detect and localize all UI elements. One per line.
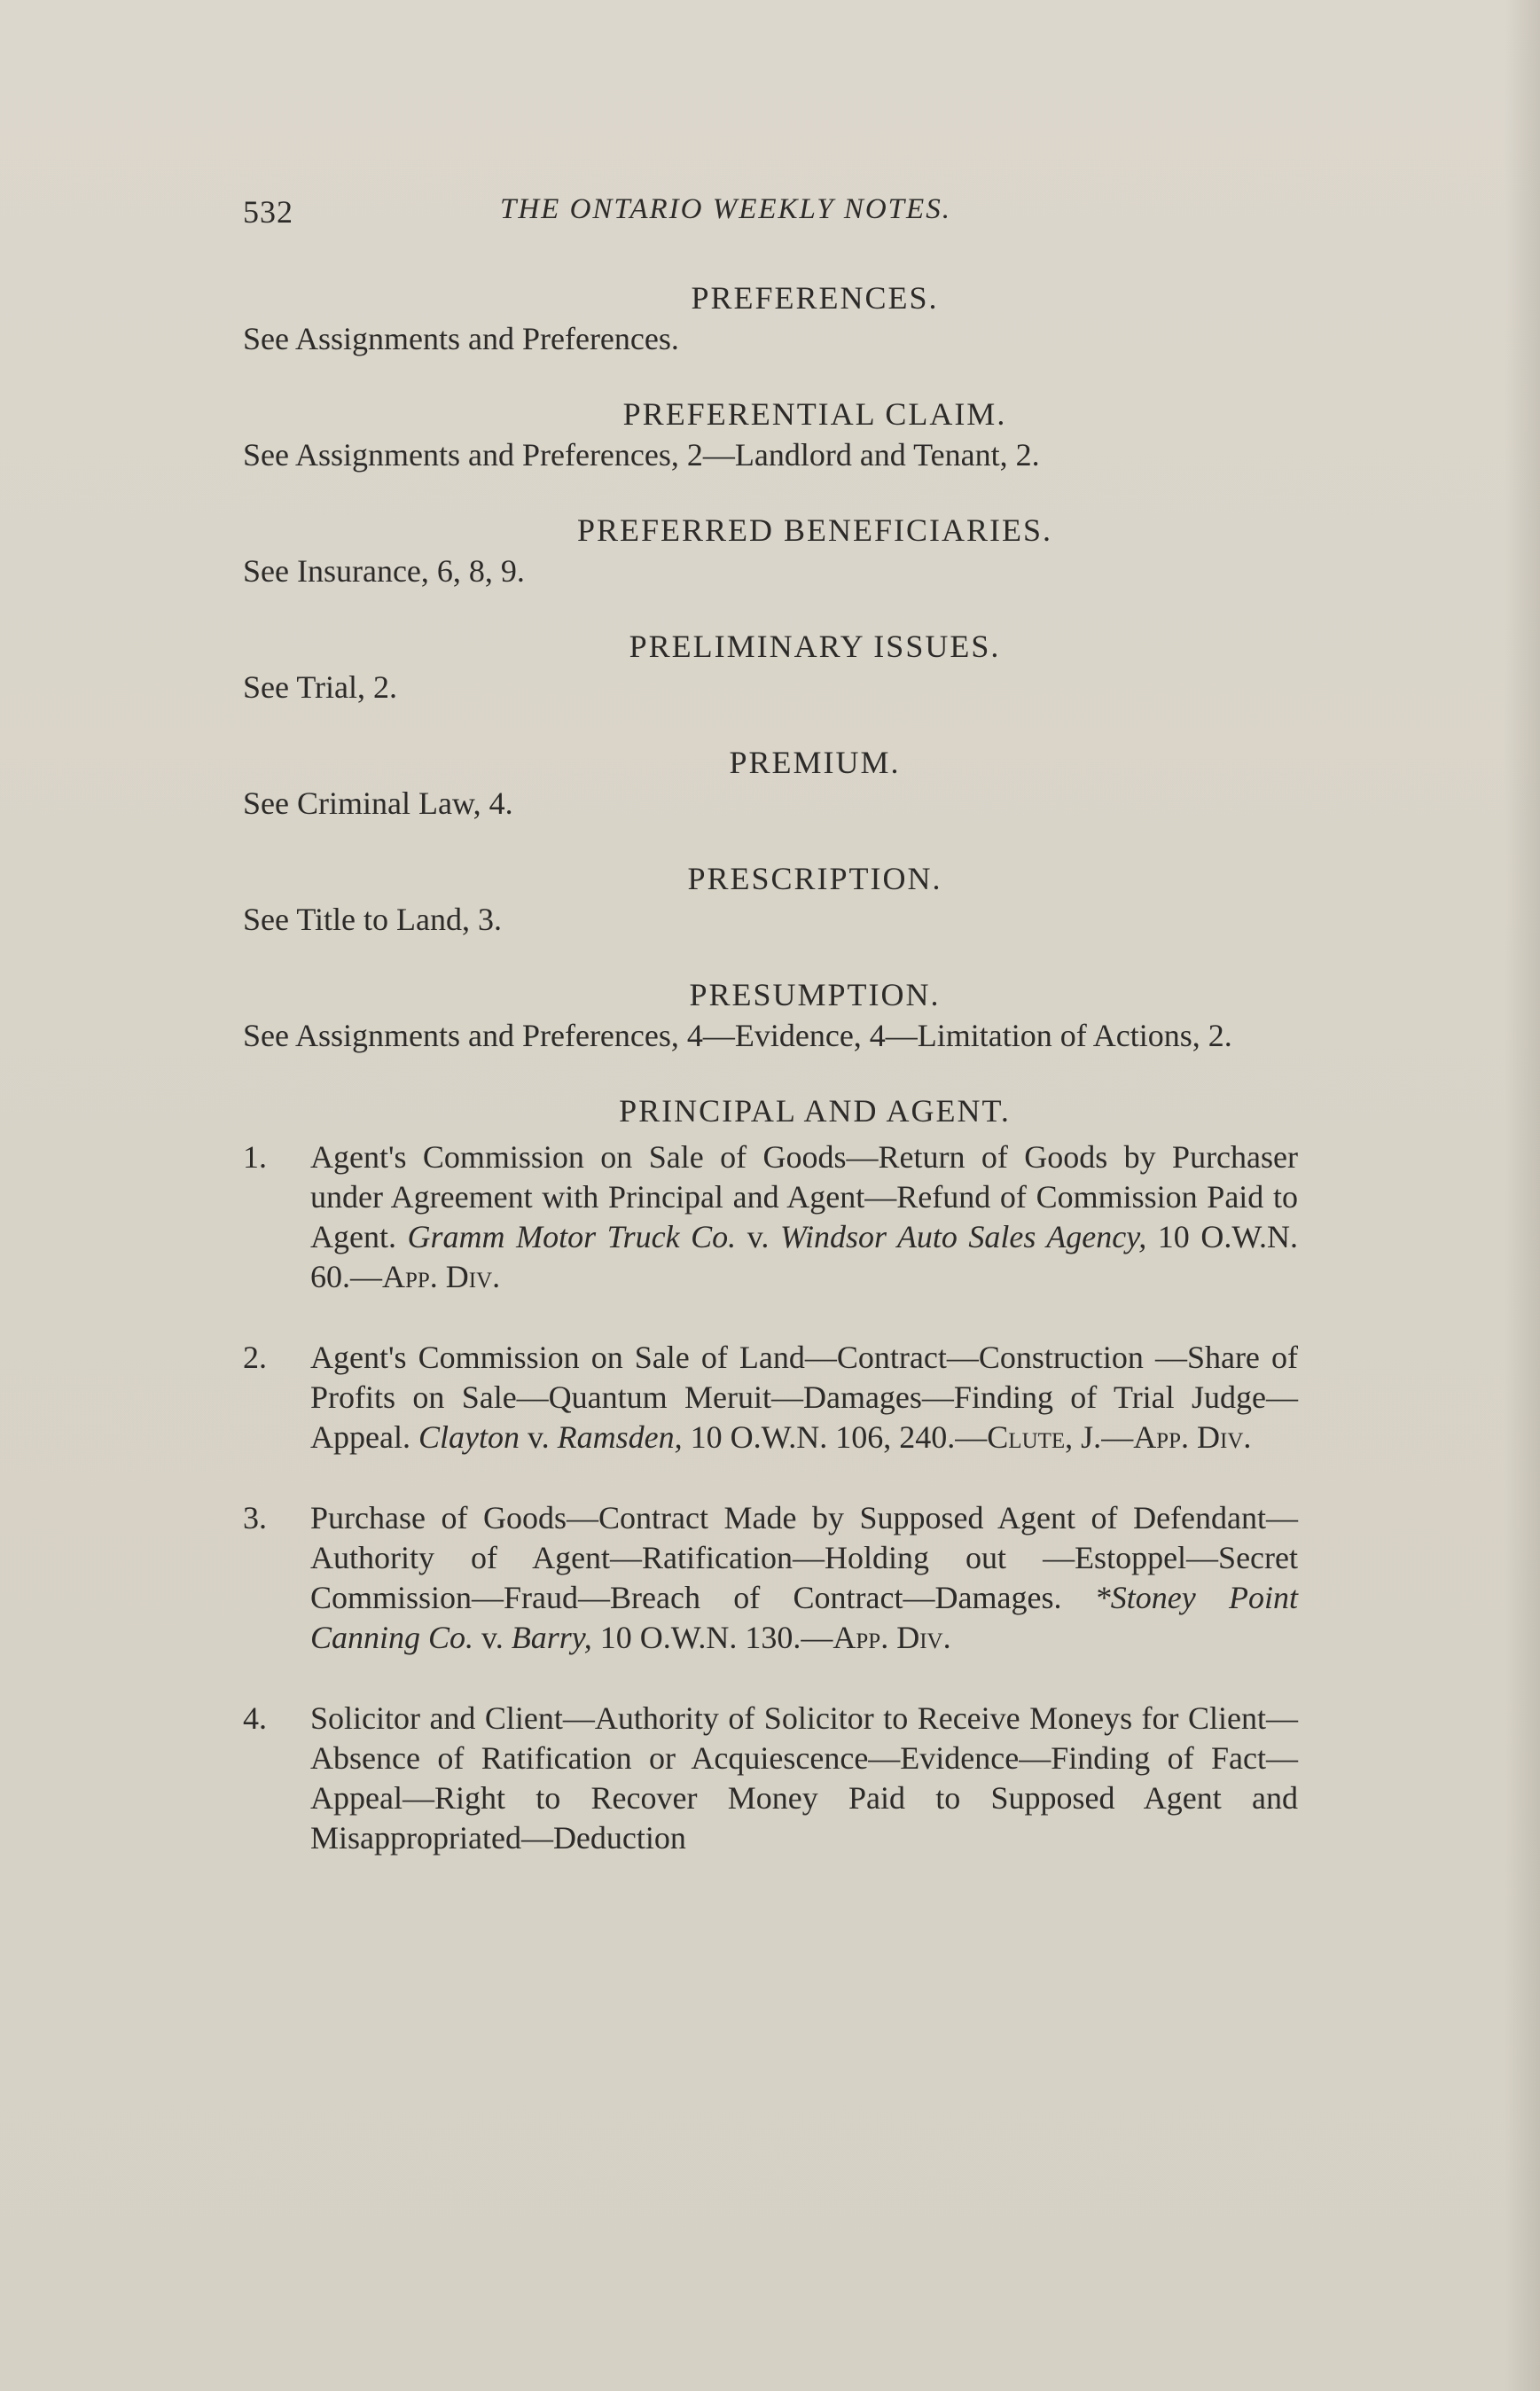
digest-entry: [243, 1137, 1298, 1297]
entry-number: 4.: [243, 1700, 267, 1736]
entry-summary: Agent's Commission on Sale of Land—Contract—Construction —Share of Profits on Sale—Quantum Meruit—Damages—Finding of Trial Judge—Appeal.: [310, 1340, 1298, 1455]
entry-summary: Agent's Commission on Sale of Goods—Return of Goods by Purchaser under Agreement with Principal and Agent—Refund of Commission Paid to Agent.: [310, 1139, 1298, 1254]
entry-number: 2.: [243, 1340, 267, 1375]
entry-text: [310, 1338, 1298, 1457]
case-name: Clayton: [418, 1419, 520, 1455]
cross-reference: See Assignments and Preferences, 4—Evidence, 4—Limitation of Actions, 2.: [243, 1018, 1232, 1053]
dash: —: [1101, 1419, 1134, 1455]
section-heading: PREFERENCES.: [691, 280, 939, 316]
versus: v.: [736, 1219, 780, 1254]
entry-text: [310, 1498, 1298, 1658]
case-name: *Stoney Point Canning Co.: [310, 1580, 1298, 1655]
cross-reference: See Assignments and Preferences.: [243, 321, 679, 356]
case-name-respondent: Windsor Auto Sales Agency,: [779, 1219, 1147, 1254]
entry-text: Solicitor and Client—Authority of Solicitor to Receive Moneys for Client—Absence of Ratification or Acquiescence—Evidence—Finding of Fact—Appeal—Right to Recover Money Paid to Supposed Agent and Misappropriated—Deduction: [310, 1700, 1298, 1856]
digest-entries: [243, 1137, 1298, 1858]
section-heading: PREFERRED BENEFICIARIES.: [576, 512, 1053, 548]
entry-summary: Purchase of Goods—Contract Made by Supposed Agent of Defendant—Authority of Agent—Ratification—Holding out —Estoppel—Secret Commission—Fraud—Breach of Contract—Damages.: [310, 1500, 1298, 1615]
versus: v.: [473, 1620, 512, 1655]
section-heading: PREMIUM.: [729, 745, 901, 780]
citation: 10 O.W.N. 130.—: [591, 1620, 833, 1655]
digest-entry: [243, 1699, 1298, 1858]
entry-text: [310, 1137, 1298, 1297]
cross-reference: See Title to Land, 3.: [243, 902, 503, 937]
citation: 10 O.W.N. 60.—: [310, 1219, 1298, 1294]
index-section-preferred-beneficiaries: [243, 509, 1298, 591]
case-name-respondent: Ramsden,: [557, 1419, 683, 1455]
section-heading: PREFERENTIAL CLAIM.: [622, 396, 1007, 432]
court: App. Div.: [1133, 1419, 1252, 1455]
digest-entry: [243, 1498, 1298, 1658]
cross-reference: See Insurance, 6, 8, 9.: [243, 553, 525, 589]
cross-reference: See Assignments and Preferences, 2—Landlord and Tenant, 2.: [243, 437, 1040, 473]
entry-number: 3.: [243, 1500, 267, 1535]
index-section-preliminary-issues: [243, 625, 1298, 707]
entry-number: 1.: [243, 1139, 267, 1175]
cross-reference: See Criminal Law, 4.: [243, 785, 513, 821]
journal-title: THE ONTARIO WEEKLY NOTES.: [500, 193, 951, 225]
index-section-preferences: [243, 277, 1298, 359]
judge: Clute, J.: [987, 1419, 1102, 1455]
court: App. Div.: [833, 1620, 951, 1655]
index-section-prescription: [243, 857, 1298, 940]
section-heading: PRELIMINARY ISSUES.: [629, 629, 1001, 664]
section-heading: PRESCRIPTION.: [687, 861, 942, 896]
digest-entry: [243, 1338, 1298, 1457]
case-name-respondent: Barry,: [511, 1620, 592, 1655]
case-name: Gramm Motor Truck Co.: [407, 1219, 737, 1254]
versus: v.: [519, 1419, 558, 1455]
index-content: [243, 277, 1298, 1899]
section-heading: PRESUMPTION.: [689, 977, 941, 1012]
citation: 10 O.W.N. 106, 240.—: [682, 1419, 988, 1455]
section-heading: PRINCIPAL AND AGENT.: [619, 1093, 1011, 1129]
index-section-principal-and-agent: [243, 1090, 1298, 1858]
page-edge-shadow: [1505, 0, 1540, 2391]
page-number: 532: [243, 194, 293, 230]
index-section-presumption: [243, 973, 1298, 1056]
index-section-preferential-claim: [243, 393, 1298, 475]
cross-reference: See Trial, 2.: [243, 669, 398, 705]
running-header: [243, 193, 1298, 246]
index-section-premium: [243, 741, 1298, 824]
court: App. Div.: [382, 1259, 501, 1294]
